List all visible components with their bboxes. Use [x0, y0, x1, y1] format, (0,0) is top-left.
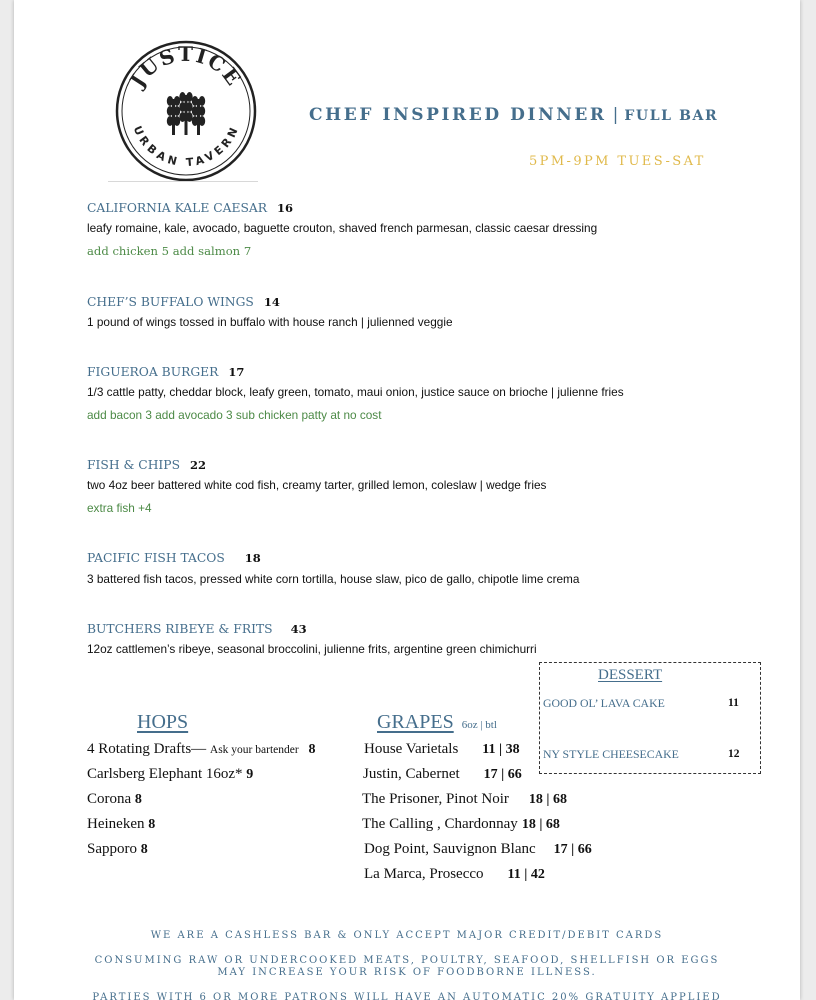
dish-description: leafy romaine, kale, avocado, baguette crouton, shaved french parmesan, classic caesar dressing — [87, 221, 598, 235]
drink-price: 18 | 68 — [528, 792, 567, 807]
drink-price: 11 | 42 — [507, 867, 545, 882]
dish-price: 22 — [190, 458, 207, 472]
drink-name: The Calling , Chardonnay — [362, 816, 518, 832]
drink-price: 8 — [140, 842, 148, 857]
drink-name: 4 Rotating Drafts— — [87, 741, 207, 757]
drink-name: Dog Point, Sauvignon Blanc — [364, 841, 536, 857]
dish-price: 43 — [290, 622, 307, 636]
drink-name: Carlsberg Elephant 16oz* — [87, 766, 243, 782]
dessert-item-name: NY STYLE CHEESECAKE — [543, 747, 679, 761]
grapes-subtitle: 6oz | btl — [461, 719, 497, 731]
dish-title-row — [87, 361, 244, 380]
grapes-item — [362, 791, 567, 808]
tagline-separator: | — [612, 105, 619, 125]
footer-warning-1: CONSUMING RAW OR UNDERCOOKED MEATS, POULTRY, SEAFOOD, SHELLFISH OR EGGS — [94, 955, 720, 966]
dish-description: 1/3 cattle patty, cheddar block, leafy green, tomato, maui onion, justice sauce on brioche | julienne fries — [87, 385, 624, 399]
grapes-item — [364, 866, 545, 883]
grapes-item — [364, 741, 520, 758]
drink-name: Corona — [87, 791, 132, 807]
drink-price: 11 | 38 — [482, 742, 520, 757]
dish-name: CALIFORNIA KALE CAESAR — [87, 201, 268, 215]
dish-price: 18 — [244, 551, 261, 565]
dessert-item-price: 11 — [728, 697, 739, 709]
drink-name: The Prisoner, Pinot Noir — [362, 791, 509, 807]
grapes-item — [363, 766, 522, 783]
logo-underline — [108, 181, 258, 182]
dish-title-row — [87, 618, 307, 637]
drink-name: Heineken — [87, 816, 145, 832]
dish-name: PACIFIC FISH TACOS — [87, 551, 225, 565]
dish-name: FIGUEROA BURGER — [87, 365, 219, 379]
footer-gratuity: PARTIES WITH 6 OR MORE PATRONS WILL HAVE AN AUTOMATIC 20% GRATUITY APPLIED — [92, 992, 722, 1000]
drink-price: 8 — [148, 817, 156, 832]
wheat-icon — [167, 92, 205, 135]
dessert-item-name: GOOD OL’ LAVA CAKE — [543, 696, 665, 710]
drink-price: 9 — [246, 767, 254, 782]
hops-item — [87, 841, 148, 858]
justice-logo — [114, 39, 258, 183]
drink-price: 17 | 66 — [483, 767, 522, 782]
dish-title-row — [87, 547, 261, 566]
drink-note: Ask your bartender — [209, 744, 299, 756]
drink-price: 8 — [134, 792, 142, 807]
dish-title-row — [87, 197, 293, 216]
dish-title-row — [87, 291, 280, 310]
drink-price: 18 | 68 — [521, 817, 560, 832]
drink-name: Justin, Cabernet — [363, 766, 460, 782]
grapes-header — [377, 711, 497, 734]
grapes-item — [362, 816, 560, 833]
footer-cashless: WE ARE A CASHLESS BAR & ONLY ACCEPT MAJOR CREDIT/DEBIT CARDS — [150, 930, 664, 941]
tagline-main: CHEF INSPIRED DINNER — [309, 105, 607, 125]
dish-addon: add chicken 5 add salmon 7 — [87, 244, 252, 258]
dish-addon: add bacon 3 add avocado 3 sub chicken patty at no cost — [87, 408, 382, 422]
dessert-title: DESSERT — [598, 667, 663, 683]
tagline-full-bar: FULL BAR — [624, 108, 719, 124]
dish-name: FISH & CHIPS — [87, 458, 180, 472]
dish-addon: extra fish +4 — [87, 501, 152, 515]
dish-name: CHEF’S BUFFALO WINGS — [87, 295, 254, 309]
grapes-item — [364, 841, 592, 858]
drink-name: La Marca, Prosecco — [364, 866, 484, 882]
grapes-title: GRAPES — [377, 711, 454, 733]
dish-title-row — [87, 454, 206, 473]
menu-page — [14, 0, 800, 1000]
dessert-item-price: 12 — [728, 748, 740, 760]
dish-price: 14 — [263, 295, 280, 309]
tagline — [309, 105, 718, 125]
svg-text:JUSTICE — [124, 42, 247, 93]
dish-price: 17 — [228, 365, 245, 379]
footer-warning-2: MAY INCREASE YOUR RISK OF FOODBORNE ILLNESS. — [217, 967, 597, 978]
dish-description: 3 battered fish tacos, pressed white corn tortilla, house slaw, pico de gallo, chipotle lime crema — [87, 572, 580, 586]
hops-item — [87, 766, 253, 783]
dish-price: 16 — [277, 201, 294, 215]
logo-top-text: JUSTICE — [125, 41, 247, 92]
hops-item — [87, 816, 155, 833]
hops-item — [87, 791, 142, 808]
dish-description: 12oz cattlemen’s ribeye, seasonal broccolini, julienne frits, argentine green chimichurri — [87, 642, 537, 656]
dish-description: 1 pound of wings tossed in buffalo with house ranch | julienned veggie — [87, 315, 453, 329]
hops-title: HOPS — [137, 711, 189, 733]
drink-name: Sapporo — [87, 841, 137, 857]
hops-item — [87, 741, 315, 758]
drink-price: 17 | 66 — [553, 842, 592, 857]
dish-description: two 4oz beer battered white cod fish, creamy tarter, grilled lemon, coleslaw | wedge fries — [87, 478, 547, 492]
dish-name: BUTCHERS RIBEYE & FRITS — [87, 622, 273, 636]
drink-price: 8 — [308, 742, 316, 757]
logo-bottom-text: URBAN TAVERN — [130, 124, 242, 170]
dessert-box — [539, 662, 761, 774]
hours: 5PM-9PM TUES-SAT — [529, 154, 706, 169]
drink-name: House Varietals — [364, 741, 459, 757]
